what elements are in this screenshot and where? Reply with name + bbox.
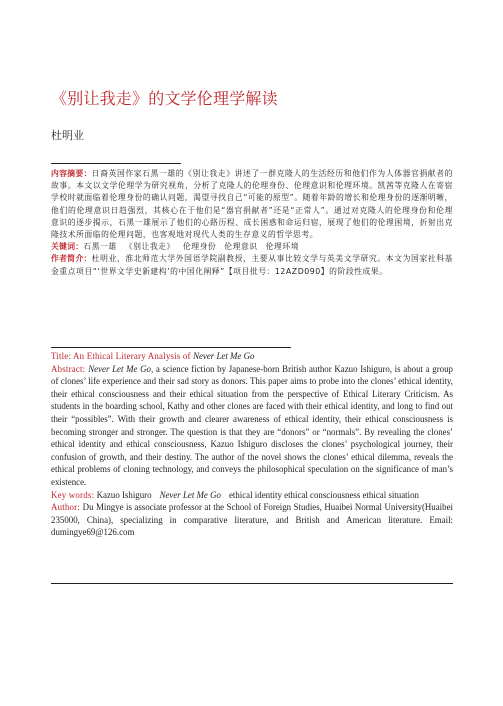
- en-author-bio: [51, 501, 453, 539]
- en-title-label: Title: An Ethical Literary Analysis of: [51, 351, 194, 361]
- cn-bio-text: 杜明业，淮北师范大学外国语学院副教授，主要从事比较文学与英美文学研究。本文为国家社科基金重点项目“‘世界文学史新建构’的中国化阐释”【项目批号：12AZD090】的阶段性成果。: [51, 254, 453, 276]
- en-keyword-book: Never Let Me Go: [159, 489, 221, 500]
- cn-keyword: 《别让我走》: [124, 242, 175, 252]
- en-keywords-rest: ethical identity ethical consciousness ethical situation: [228, 489, 419, 500]
- cn-abstract-label: 内容摘要：: [51, 169, 92, 178]
- en-title-line: [51, 350, 453, 363]
- chinese-abstract-section: [51, 168, 453, 278]
- cn-abstract-text: 日裔英国作家石黑一雄的《别让我走》讲述了一群克隆人的生活经历和他们作为人体器官捐献者的故事。本文以文学伦理学为研究视角，分析了克隆人的伦理身份、伦理意识和伦理环境。凯茜等克隆人在寄宿学校时就面临着伦理身份的确认问题，渴望寻找自己“可能的原型”。随着年龄的增长和伦理身份的逐渐明晰，他们的伦理意识日趋强烈，其核心在于他们是“器官捐献者”还是“正常人”。通过对克隆人的伦理身份和伦理意识的逐步揭示，石黑一雄展示了他们的心路历程、成长困惑和命运归宿，展现了他们的伦理困境，折射出克隆技术所面临的伦理问题，也客观地对现代人类的生存意义的哲学思考。: [51, 169, 453, 240]
- cn-keyword: 石黑一雄: [83, 242, 117, 252]
- en-abstract: [51, 363, 453, 489]
- en-author-label: Author:: [51, 502, 83, 513]
- en-keyword-author: Kazuo Ishiguro: [96, 489, 152, 500]
- author-name: 杜明业: [51, 129, 84, 142]
- cn-author-bio: [51, 253, 453, 277]
- cn-abstract: [51, 168, 453, 241]
- article-title: 《别让我走》的文学伦理学解读: [51, 89, 278, 108]
- cn-keywords: [51, 241, 453, 253]
- cn-keywords-label: 关键词：: [51, 242, 84, 252]
- en-abstract-text: , a science fiction by Japanese-born British author Kazuo Ishiguro, is about a group of clones’ life experience and their sad story as donors. This paper aims to probe into the clones’ ethical identity, their ethical consciousness and their ethical situation from the perspective of Ethical Literary Criticism. As students in the boarding school, Kathy and other clones are faced with their ethical identity, and long to find out their “possibles”. With their growth and clearer awareness of ethical identity, their ethical consciousness is becoming stronger and stronger. The question is that they are “donors” or “normals”. By revealing the clones’ ethical identity and ethical consciousness, Kazuo Ishiguro discloses the clones’ psychological journey, their confusion of growth, and their destiny. The author of the novel shows the clones’ ethical dilemma, reveals the ethical problems of cloning technology, and conveys the philosophical speculation on the significance of man’s existence.: [51, 363, 453, 487]
- middle-divider: [51, 347, 291, 348]
- cn-keyword: 伦理身份: [182, 242, 217, 252]
- en-abstract-label: Abstract:: [51, 363, 89, 374]
- cn-bio-label: 作者简介：: [51, 254, 92, 264]
- english-abstract-section: [51, 350, 453, 539]
- en-keywords: [51, 489, 453, 502]
- short-divider: [51, 163, 181, 164]
- en-title-italic: Never Let Me Go: [193, 351, 255, 361]
- en-author-text: Du Mingye is associate professor at the School of Foreign Studies, Huaibei Normal University(Huaibei 235000, China), specializing in comparative literature, and British and American literature. Email: dumingye69@126.com: [51, 502, 453, 538]
- cn-keyword: 伦理环境: [265, 242, 300, 252]
- en-abstract-book-title: Never Let Me Go: [88, 363, 151, 374]
- cn-keyword: 伦理意识: [224, 242, 258, 252]
- en-keywords-label: Key words:: [51, 489, 97, 500]
- bottom-divider: [51, 583, 453, 584]
